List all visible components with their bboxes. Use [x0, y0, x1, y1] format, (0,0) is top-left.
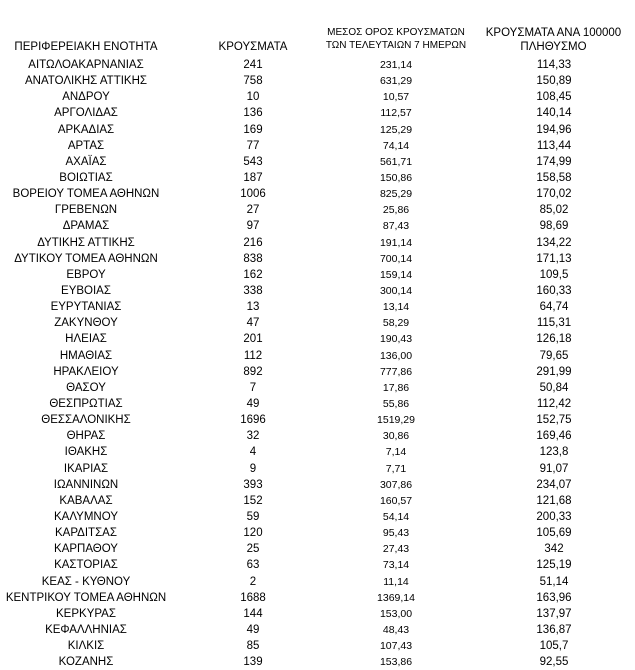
per-100k-cell: 163,96 [536, 591, 572, 604]
per-100k-cell: 109,5 [539, 268, 569, 281]
table-row [0, 235, 635, 251]
table-row [0, 525, 635, 541]
region-cell: ΘΕΣΠΡΩΤΙΑΣ [49, 397, 123, 410]
per-100k-cell: 115,31 [536, 317, 572, 330]
cases-cell: 49 [246, 397, 260, 410]
table-row [0, 73, 635, 89]
seven-day-average-cell: 160,57 [379, 494, 413, 507]
seven-day-average-cell: 561,71 [379, 155, 413, 168]
cases-cell: 112 [243, 349, 263, 362]
region-cell: ΚΙΛΚΙΣ [67, 640, 105, 653]
cases-cell: 216 [243, 236, 263, 249]
header-cases-per-100k-line1: ΚΡΟΥΣΜΑΤΑ ΑΝΑ 100000 [485, 27, 622, 39]
seven-day-average-cell: 73,14 [382, 559, 410, 572]
table-row [0, 299, 635, 315]
region-cell: ΘΕΣΣΑΛΟΝΙΚΗΣ [41, 414, 131, 427]
region-cell: ΚΟΖΑΝΗΣ [58, 656, 114, 669]
table-row [0, 396, 635, 412]
table-row [0, 428, 635, 444]
table-row [0, 364, 635, 380]
table-row [0, 461, 635, 477]
region-cell: ΙΩΑΝΝΙΝΩΝ [53, 478, 119, 491]
seven-day-average-cell: 700,14 [379, 252, 413, 265]
table-row [0, 477, 635, 493]
seven-day-average-cell: 300,14 [379, 284, 413, 297]
per-100k-cell: 170,02 [536, 188, 572, 201]
cases-cell: 13 [246, 301, 260, 314]
table-row [0, 57, 635, 73]
per-100k-cell: 50,84 [539, 381, 569, 394]
region-cell: ΖΑΚΥΝΘΟΥ [54, 317, 118, 330]
per-100k-cell: 51,14 [539, 575, 569, 588]
seven-day-average-cell: 87,43 [382, 220, 410, 233]
cases-cell: 63 [246, 559, 260, 572]
seven-day-average-cell: 17,86 [382, 381, 410, 394]
region-cell: ΑΝΔΡΟΥ [62, 91, 110, 104]
seven-day-average-cell: 13,14 [382, 301, 410, 314]
cases-cell: 120 [243, 527, 263, 540]
table-row [0, 315, 635, 331]
table-row [0, 122, 635, 138]
cases-cell: 144 [243, 607, 263, 620]
region-cell: ΚΑΒΑΛΑΣ [59, 494, 113, 507]
seven-day-average-cell: 27,43 [382, 543, 410, 556]
table-row [0, 170, 635, 186]
header-seven-day-average [320, 26, 472, 52]
per-100k-cell: 64,74 [539, 301, 569, 314]
seven-day-average-cell: 7,71 [385, 462, 407, 475]
seven-day-average-cell: 153,00 [379, 607, 413, 620]
cases-cell: 47 [246, 317, 260, 330]
table-row [0, 574, 635, 590]
region-cell: ΚΕΦΑΛΛΗΝΙΑΣ [45, 623, 127, 636]
table-row [0, 638, 635, 654]
seven-day-average-cell: 112,57 [380, 107, 412, 120]
cases-cell: 152 [243, 494, 263, 507]
region-cell: ΘΑΣΟΥ [66, 381, 106, 394]
table-row [0, 186, 635, 202]
table-row [0, 412, 635, 428]
table-row [0, 590, 635, 606]
table-row [0, 218, 635, 234]
seven-day-average-cell: 7,14 [385, 446, 407, 459]
per-100k-cell: 121,68 [536, 494, 572, 507]
per-100k-cell: 136,87 [536, 623, 572, 636]
per-100k-cell: 169,46 [536, 430, 572, 443]
header-seven-day-average-line2: ΤΩΝ ΤΕΛΕΥΤΑΙΩΝ 7 ΗΜΕΡΩΝ [325, 40, 467, 51]
region-cell: ΔΡΑΜΑΣ [62, 220, 110, 233]
cases-cell: 338 [243, 284, 263, 297]
cases-cell: 1696 [240, 414, 266, 427]
per-100k-cell: 85,02 [539, 204, 569, 217]
seven-day-average-cell: 191,14 [379, 236, 413, 249]
per-100k-cell: 112,42 [536, 397, 572, 410]
seven-day-average-cell: 150,86 [379, 171, 413, 184]
per-100k-cell: 126,18 [536, 333, 572, 346]
per-100k-cell: 134,22 [536, 236, 572, 249]
seven-day-average-cell: 95,43 [382, 527, 410, 540]
per-100k-cell: 234,07 [536, 478, 572, 491]
data-table [0, 57, 635, 670]
table-row [0, 202, 635, 218]
cases-cell: 136 [243, 107, 263, 120]
region-cell: ΔΥΤΙΚΗΣ ΑΤΤΙΚΗΣ [37, 236, 135, 249]
per-100k-cell: 200,33 [536, 510, 572, 523]
cases-cell: 4 [249, 446, 257, 459]
table-row [0, 606, 635, 622]
table-row [0, 267, 635, 283]
region-cell: ΗΡΑΚΛΕΙΟΥ [53, 365, 119, 378]
per-100k-cell: 105,69 [536, 527, 572, 540]
seven-day-average-cell: 25,86 [382, 204, 410, 217]
cases-cell: 7 [249, 381, 257, 394]
cases-cell: 139 [243, 656, 263, 669]
table-row [0, 331, 635, 347]
per-100k-cell: 171,13 [536, 252, 572, 265]
seven-day-average-cell: 1369,14 [377, 591, 415, 604]
table-row [0, 154, 635, 170]
per-100k-cell: 79,65 [539, 349, 569, 362]
per-100k-cell: 291,99 [536, 365, 572, 378]
cases-cell: 1006 [240, 188, 266, 201]
region-cell: ΚΑΡΠΑΘΟΥ [54, 543, 118, 556]
cases-cell: 1688 [240, 591, 266, 604]
seven-day-average-cell: 231,14 [379, 59, 413, 71]
header-cases-per-100k-line2: ΠΛΗΘΥΣΜΟ [520, 41, 587, 53]
per-100k-cell: 160,33 [536, 284, 572, 297]
seven-day-average-cell: 631,29 [379, 75, 413, 88]
cases-cell: 393 [243, 478, 263, 491]
region-cell: ΚΑΡΔΙΤΣΑΣ [55, 527, 117, 540]
table-row [0, 105, 635, 121]
region-cell: ΗΜΑΘΙΑΣ [59, 349, 113, 362]
cases-cell: 241 [243, 59, 263, 71]
table-row [0, 444, 635, 460]
seven-day-average-cell: 30,86 [382, 430, 410, 443]
per-100k-cell: 114,33 [536, 59, 572, 71]
cases-cell: 32 [246, 430, 260, 443]
cases-cell: 187 [243, 171, 263, 184]
cases-cell: 9 [249, 462, 257, 475]
table-row [0, 348, 635, 364]
per-100k-cell: 152,75 [536, 414, 572, 427]
cases-cell: 201 [243, 333, 263, 346]
per-100k-cell: 137,97 [536, 607, 572, 620]
table-row [0, 622, 635, 638]
table-row [0, 493, 635, 509]
table-row [0, 654, 635, 670]
per-100k-cell: 150,89 [536, 75, 572, 88]
seven-day-average-cell: 125,29 [379, 123, 413, 136]
cases-cell: 169 [243, 123, 263, 136]
header-region: ΠΕΡΙΦΕΡΕΙΑΚΗ ΕΝΟΤΗΤΑ [14, 41, 158, 53]
region-cell: ΙΚΑΡΙΑΣ [63, 462, 109, 475]
table-row [0, 541, 635, 557]
seven-day-average-cell: 10,57 [382, 91, 410, 104]
cases-cell: 892 [243, 365, 263, 378]
cases-cell: 543 [243, 155, 263, 168]
region-cell: ΗΛΕΙΑΣ [65, 333, 107, 346]
region-cell: ΑΙΤΩΛΟΑΚΑΡΝΑΝΙΑΣ [28, 59, 144, 71]
seven-day-average-cell: 136,00 [379, 349, 413, 362]
region-cell: ΚΕΡΚΥΡΑΣ [56, 607, 116, 620]
region-cell: ΕΥΒΟΙΑΣ [61, 284, 111, 297]
per-100k-cell: 125,19 [536, 559, 572, 572]
cases-cell: 10 [246, 91, 260, 104]
per-100k-cell: 113,44 [536, 139, 572, 152]
region-cell: ΒΟΡΕΙΟΥ ΤΟΜΕΑ ΑΘΗΝΩΝ [12, 188, 160, 201]
table-row [0, 138, 635, 154]
seven-day-average-cell: 55,86 [382, 397, 410, 410]
seven-day-average-cell: 11,14 [383, 575, 409, 588]
region-cell: ΑΝΑΤΟΛΙΚΗΣ ΑΤΤΙΚΗΣ [24, 75, 147, 88]
per-100k-cell: 105,7 [539, 640, 569, 653]
per-100k-cell: 91,07 [539, 462, 569, 475]
table-row [0, 283, 635, 299]
seven-day-average-cell: 1519,29 [377, 414, 415, 427]
seven-day-average-cell: 190,43 [379, 333, 413, 346]
seven-day-average-cell: 153,86 [379, 656, 413, 669]
per-100k-cell: 158,58 [536, 171, 572, 184]
table-row [0, 380, 635, 396]
region-cell: ΑΧΑΪΑΣ [65, 155, 107, 168]
per-100k-cell: 108,45 [536, 91, 572, 104]
region-cell: ΚΕΑΣ - ΚΥΘΝΟΥ [41, 575, 131, 588]
per-100k-cell: 123,8 [539, 446, 569, 459]
seven-day-average-cell: 159,14 [379, 268, 413, 281]
seven-day-average-cell: 48,43 [382, 623, 410, 636]
per-100k-cell: 174,99 [536, 155, 572, 168]
per-100k-cell: 92,55 [539, 656, 569, 669]
cases-cell: 97 [246, 220, 260, 233]
seven-day-average-cell: 825,29 [379, 188, 413, 201]
region-cell: ΚΑΣΤΟΡΙΑΣ [54, 559, 118, 572]
seven-day-average-cell: 74,14 [382, 139, 410, 152]
header-cases: ΚΡΟΥΣΜΑΤΑ [218, 41, 288, 53]
cases-cell: 27 [246, 204, 260, 217]
cases-cell: 758 [243, 75, 263, 88]
cases-cell: 85 [246, 640, 260, 653]
per-100k-cell: 342 [544, 543, 564, 556]
region-cell: ΙΘΑΚΗΣ [64, 446, 108, 459]
seven-day-average-cell: 777,86 [379, 365, 413, 378]
cases-cell: 59 [246, 510, 260, 523]
header-seven-day-average-line1: ΜΕΣΟΣ ΟΡΟΣ ΚΡΟΥΣΜΑΤΩΝ [327, 27, 465, 38]
region-cell: ΕΥΡΥΤΑΝΙΑΣ [50, 301, 122, 314]
cases-cell: 162 [243, 268, 263, 281]
cases-cell: 2 [249, 575, 257, 588]
table-row [0, 557, 635, 573]
seven-day-average-cell: 58,29 [382, 317, 410, 330]
header-cases-per-100k [472, 26, 635, 54]
cases-cell: 838 [243, 252, 263, 265]
cases-cell: 77 [246, 139, 260, 152]
per-100k-cell: 98,69 [539, 220, 569, 233]
region-cell: ΚΕΝΤΡΙΚΟΥ ΤΟΜΕΑ ΑΘΗΝΩΝ [5, 591, 167, 604]
seven-day-average-cell: 54,14 [382, 510, 410, 523]
table-row [0, 251, 635, 267]
seven-day-average-cell: 107,43 [379, 640, 413, 653]
seven-day-average-cell: 307,86 [379, 478, 413, 491]
region-cell: ΓΡΕΒΕΝΩΝ [54, 204, 118, 217]
per-100k-cell: 140,14 [536, 107, 572, 120]
region-cell: ΚΑΛΥΜΝΟΥ [54, 510, 118, 523]
per-100k-cell: 194,96 [536, 123, 572, 136]
table-row [0, 89, 635, 105]
cases-cell: 49 [246, 623, 260, 636]
region-cell: ΔΥΤΙΚΟΥ ΤΟΜΕΑ ΑΘΗΝΩΝ [14, 252, 158, 265]
region-cell: ΑΡΓΟΛΙΔΑΣ [54, 107, 118, 120]
region-cell: ΘΗΡΑΣ [66, 430, 106, 443]
region-cell: ΑΡΚΑΔΙΑΣ [57, 123, 115, 136]
table-row [0, 509, 635, 525]
cases-cell: 25 [246, 543, 260, 556]
region-cell: ΑΡΤΑΣ [67, 139, 105, 152]
region-cell: ΕΒΡΟΥ [66, 268, 106, 281]
region-cell: ΒΟΙΩΤΙΑΣ [59, 171, 113, 184]
